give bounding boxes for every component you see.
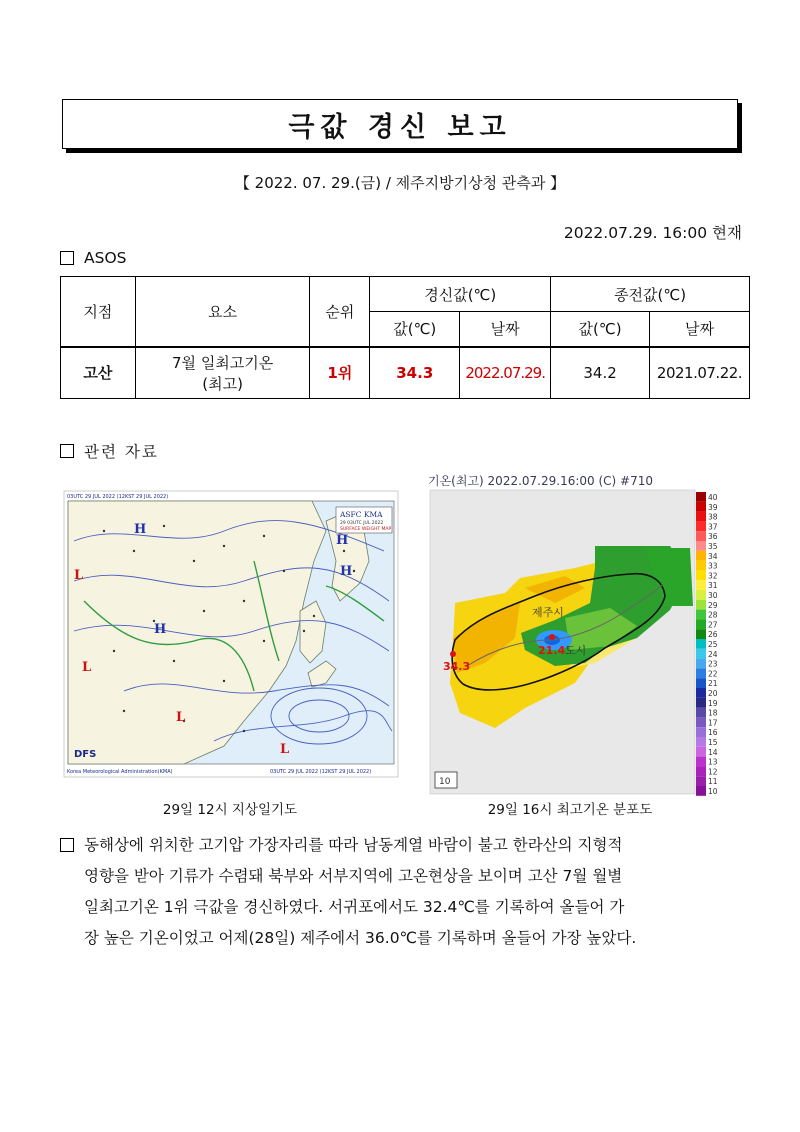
svg-text:L: L [82,660,92,675]
legend-label: 34 [708,551,718,561]
legend-swatch [696,610,706,620]
legend-swatch [696,688,706,698]
cell-new-value: 34.3 [370,347,460,399]
legend-label: 11 [708,777,718,787]
legend-swatch [696,492,706,502]
legend-label: 30 [708,591,718,600]
legend-swatch [696,747,706,757]
legend-swatch [696,541,706,551]
max-temperature-map [425,468,718,796]
legend-label: 15 [708,738,718,747]
legend-swatch [696,639,706,649]
report-title: 극값 경신 보고 [288,111,512,143]
legend-swatch [696,659,706,669]
legend-label: 19 [708,698,718,708]
cell-old-value: 34.2 [551,347,650,399]
header-old-value: 값(℃) [551,312,650,347]
map2-jeju-label: 제주시 [532,606,564,619]
legend-label: 37 [708,522,718,532]
report-subtitle: 【 2022. 07. 29.(금) / 제주지방기상청 관측과 】 [234,174,566,192]
legend-swatch [696,551,706,561]
map2-low-value: 21.4 [538,644,566,657]
header-station: 지점 [61,277,136,347]
map1-box-title: ASFC KMA [340,510,383,519]
legend-swatch [696,629,706,639]
cell-new-date: 2022.07.29. [460,347,551,399]
cell-station: 고산 [61,347,136,399]
legend-label: 22 [708,669,718,679]
legend-swatch [696,580,706,590]
legend-label: 32 [708,571,718,581]
legend-swatch [696,757,706,767]
header-new-value: 값(℃) [370,312,460,347]
legend-swatch [696,619,706,629]
legend-label: 29 [708,600,718,610]
map2-caption: 29일 16시 최고기온 분포도 [487,802,653,818]
cell-element-line1: 7월 일최고기온 [172,353,274,372]
legend-label: 17 [708,718,718,728]
legend-swatch [696,727,706,737]
section-asos [60,249,126,267]
section-asos-label: ASOS [84,249,127,267]
svg-text:H: H [336,533,349,548]
legend-label: 12 [708,767,718,777]
header-rank: 순위 [310,277,370,347]
legend-label: 28 [708,610,718,620]
legend-label: 36 [708,532,718,542]
legend-swatch [696,776,706,786]
legend-label: 10 [708,787,718,796]
svg-text:L: L [74,568,84,583]
legend-swatch [696,502,706,512]
legend-swatch [696,717,706,727]
legend-label: 31 [708,581,718,591]
map1-caption: 29일 12시 지상일기도 [162,802,298,818]
checkbox-icon [60,251,74,265]
cell-element [135,347,310,399]
legend-swatch [696,590,706,600]
header-new-date: 날짜 [460,312,551,347]
header-old-record: 종전값(℃) [551,277,750,312]
legend-label: 35 [708,542,718,551]
checkbox-icon [60,444,74,458]
legend-label: 13 [708,757,718,767]
map1-bottom-left: Korea Meteorological Administration(KMA) [67,769,173,775]
temperature-legend [696,492,718,796]
legend-swatch [696,531,706,541]
cell-rank: 1위 [310,347,370,399]
legend-label: 14 [708,747,718,757]
summary-line-1: 동해상에 위치한 고기압 가장자리를 따라 남동계열 바람이 불고 한라산의 지형적 [84,836,623,854]
svg-text:H: H [340,564,353,579]
legend-swatch [696,766,706,776]
section-related [60,440,159,462]
legend-label: 40 [708,493,718,502]
legend-label: 26 [708,630,718,640]
legend-swatch [696,708,706,718]
legend-swatch [696,786,706,796]
legend-label: 21 [708,679,718,689]
map1-box-time: 29 03UTC JUL 2022 [340,521,384,526]
legend-swatch [696,668,706,678]
svg-text:H: H [154,622,167,637]
summary-line-3: 일최고기온 1위 극값을 경신하였다. 서귀포에서도 32.4℃를 기록하여 올들어 가 [84,898,625,916]
record-table [60,276,750,399]
map1-logo: DFS [74,749,97,760]
legend-label: 16 [708,728,718,738]
svg-text:L: L [176,710,186,725]
header-old-date: 날짜 [649,312,749,347]
svg-text:H: H [134,522,147,537]
legend-swatch [696,698,706,708]
surface-weather-map [64,491,398,777]
legend-label: 20 [708,689,718,698]
legend-label: 33 [708,561,718,571]
legend-swatch [696,649,706,659]
legend-swatch [696,737,706,747]
header-element: 요소 [135,277,310,347]
legend-label: 18 [708,708,718,718]
summary-paragraph [60,830,760,954]
as-of-timestamp: 2022.07.29. 16:00 현재 [563,224,742,242]
map2-high-value: 34.3 [443,660,471,673]
header-new-record: 경신값(℃) [370,277,551,312]
map1-bottom-right: 03UTC 29 JUL 2022 (12KST 29 JUL 2022) [270,769,372,775]
report-title-box [62,99,738,149]
map2-low-suffix: 도시 [565,644,587,657]
svg-text:L: L [280,742,290,757]
legend-label: 27 [708,620,718,630]
cell-old-date: 2021.07.22. [649,347,749,399]
legend-label: 39 [708,502,718,512]
legend-label: 38 [708,512,718,522]
map2-scale-badge: 10 [439,777,451,787]
legend-swatch [696,678,706,688]
legend-label: 24 [708,649,718,659]
legend-label: 25 [708,640,718,649]
section-related-label: 관련 자료 [84,443,159,461]
legend-label: 23 [708,659,718,669]
map1-box-sub: SURFACE WEIGHT MAP [340,527,392,532]
cell-element-line2: (최고) [202,374,243,393]
legend-swatch [696,512,706,522]
map1-top-left: 03UTC 29 JUL 2022 (12KST 29 JUL 2022) [67,494,169,500]
table-row [61,347,750,399]
summary-line-4: 장 높은 기온이었고 어제(28일) 제주에서 36.0℃를 기록하며 올들어 가장 높았다. [84,929,637,947]
legend-swatch [696,561,706,571]
legend-swatch [696,521,706,531]
summary-line-2: 영향을 받아 기류가 수렴돼 북부와 서부지역에 고온현상을 보이며 고산 7월 월별 [84,867,623,885]
legend-swatch [696,600,706,610]
legend-swatch [696,570,706,580]
map2-header: 기온(최고) 2022.07.29.16:00 (C) #710 [428,474,653,488]
